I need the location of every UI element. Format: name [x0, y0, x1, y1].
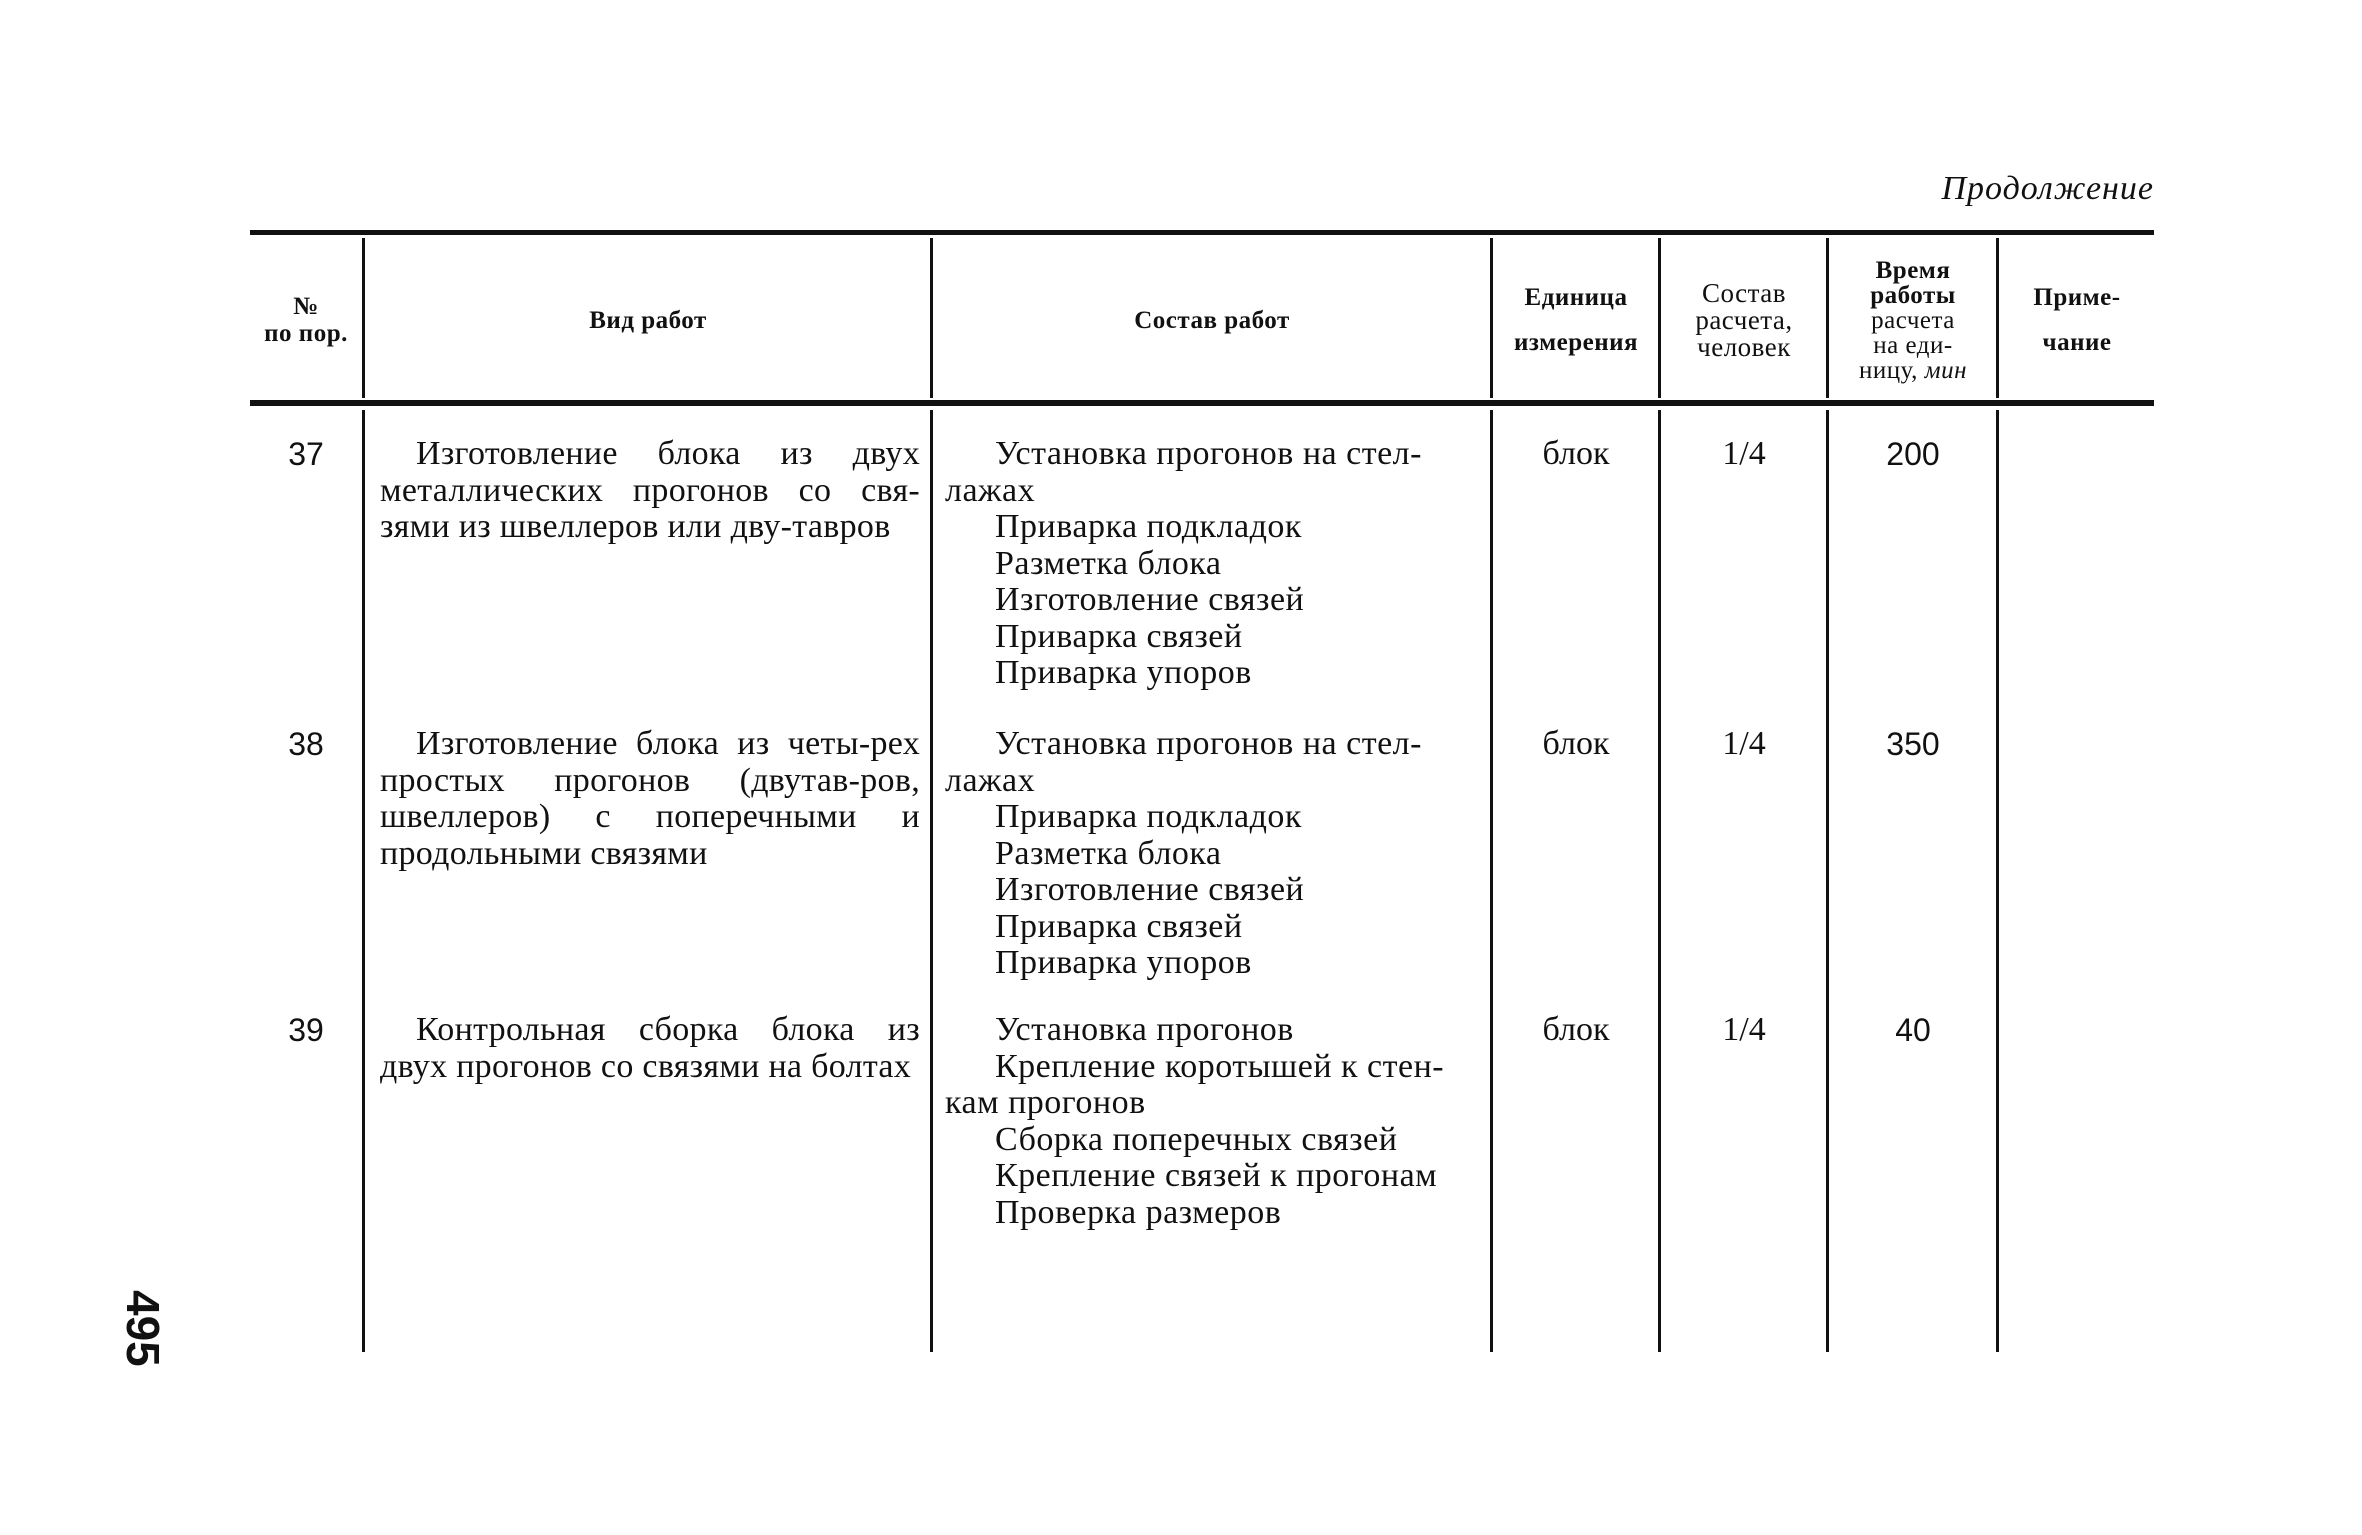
operation-line: Установка прогонов [995, 1011, 1294, 1048]
operation-line: Разметка блока [995, 834, 1222, 872]
work-operations [945, 436, 1490, 692]
body-divider [1826, 410, 1829, 1352]
column-header-note-line: Приме- [2033, 284, 2121, 311]
table-top-rule [250, 230, 2154, 235]
body-divider [1658, 410, 1661, 1352]
column-header-time-unit: мин [1924, 356, 1967, 384]
column-header-crew-line: расчета, [1695, 304, 1793, 335]
operation-line: Приварка подкладок [995, 508, 1302, 545]
header-divider [1658, 238, 1661, 398]
time-value: 350 [1886, 726, 1940, 762]
operation-line: Приварка упоров [995, 654, 1252, 691]
operation-line: Установка прогонов на стел- [995, 435, 1422, 472]
column-header-crew-line: человек [1697, 331, 1791, 362]
header-divider [930, 238, 933, 398]
column-header-number-line: № [293, 293, 319, 320]
row-number: 38 [288, 726, 324, 762]
column-header-time-line: Время [1875, 256, 1951, 284]
continuation-label: Продолжение [1941, 170, 2154, 207]
body-divider [930, 410, 933, 1352]
column-header-time-line: работы [1870, 281, 1956, 309]
row-number: 37 [288, 436, 324, 472]
crew-value: 1/4 [1722, 435, 1766, 472]
unit-value: блок [1542, 725, 1610, 762]
operation-line: лажах [945, 471, 1036, 509]
crew-value: 1/4 [1722, 1011, 1766, 1048]
work-operations [945, 1012, 1490, 1231]
column-header-unit-line: измерения [1513, 329, 1639, 356]
column-header-crew [1662, 240, 1826, 400]
page-number: 495 [117, 1290, 169, 1367]
header-divider [1826, 238, 1829, 398]
column-header-note-line: чание [2042, 329, 2112, 356]
operation-line: Изготовление связей [995, 871, 1305, 908]
unit-value: блок [1542, 1011, 1610, 1048]
body-divider [1996, 410, 1999, 1352]
column-header-crew-line: Состав [1701, 277, 1787, 308]
operation-line: Приварка связей [995, 617, 1243, 655]
operation-line: Приварка связей [995, 907, 1243, 945]
time-value: 40 [1895, 1012, 1931, 1048]
header-bottom-rule [250, 400, 2154, 406]
operation-line: лажах [945, 761, 1036, 799]
work-kind: Контрольная сборка блока из двух прогонов со связями на болтах [380, 1011, 920, 1085]
column-header-time [1830, 240, 1996, 400]
column-header-composition: Состав работ [1134, 306, 1290, 334]
operation-line: Приварка подкладок [995, 798, 1302, 835]
row-number: 39 [288, 1012, 324, 1048]
column-header-note [2000, 240, 2154, 400]
column-header-time-line: расчета [1871, 306, 1955, 334]
header-divider [1490, 238, 1493, 398]
operation-line: Разметка блока [995, 544, 1222, 582]
body-divider [362, 410, 365, 1352]
work-kind: Изготовление блока из двух металлических прогонов со свя-зями из швеллеров или дву-тавров [380, 435, 920, 545]
body-divider [1490, 410, 1493, 1352]
operation-line: Изготовление связей [995, 581, 1305, 618]
work-kind: Изготовление блока из четы-рех простых прогонов (двутав-ров, швеллеров) с поперечными и продольными связями [380, 725, 920, 872]
operation-line: Проверка размеров [995, 1193, 1282, 1231]
header-divider [1996, 238, 1999, 398]
operation-line: Крепление коротышей к стен- [995, 1047, 1445, 1085]
column-header-number [250, 240, 362, 400]
unit-value: блок [1542, 435, 1610, 472]
operation-line: Приварка упоров [995, 944, 1252, 981]
column-header-time-line: на еди- [1873, 331, 1953, 359]
operation-line: Крепление связей к прогонам [995, 1157, 1438, 1194]
time-value: 200 [1886, 436, 1940, 472]
column-header-number-line: по пор. [264, 320, 348, 347]
crew-value: 1/4 [1722, 725, 1766, 762]
work-operations [945, 726, 1490, 982]
column-header-unit-line: Единица [1524, 284, 1628, 311]
header-divider [362, 238, 365, 398]
operation-line: Установка прогонов на стел- [995, 725, 1422, 762]
column-header-time-text: ницу, [1859, 356, 1918, 384]
column-header-unit [1494, 240, 1658, 400]
column-header-kind: Вид работ [589, 306, 707, 334]
column-header-time-line [1859, 358, 1967, 383]
operation-line: Сборка поперечных связей [995, 1120, 1398, 1158]
operation-line: кам прогонов [945, 1084, 1146, 1121]
